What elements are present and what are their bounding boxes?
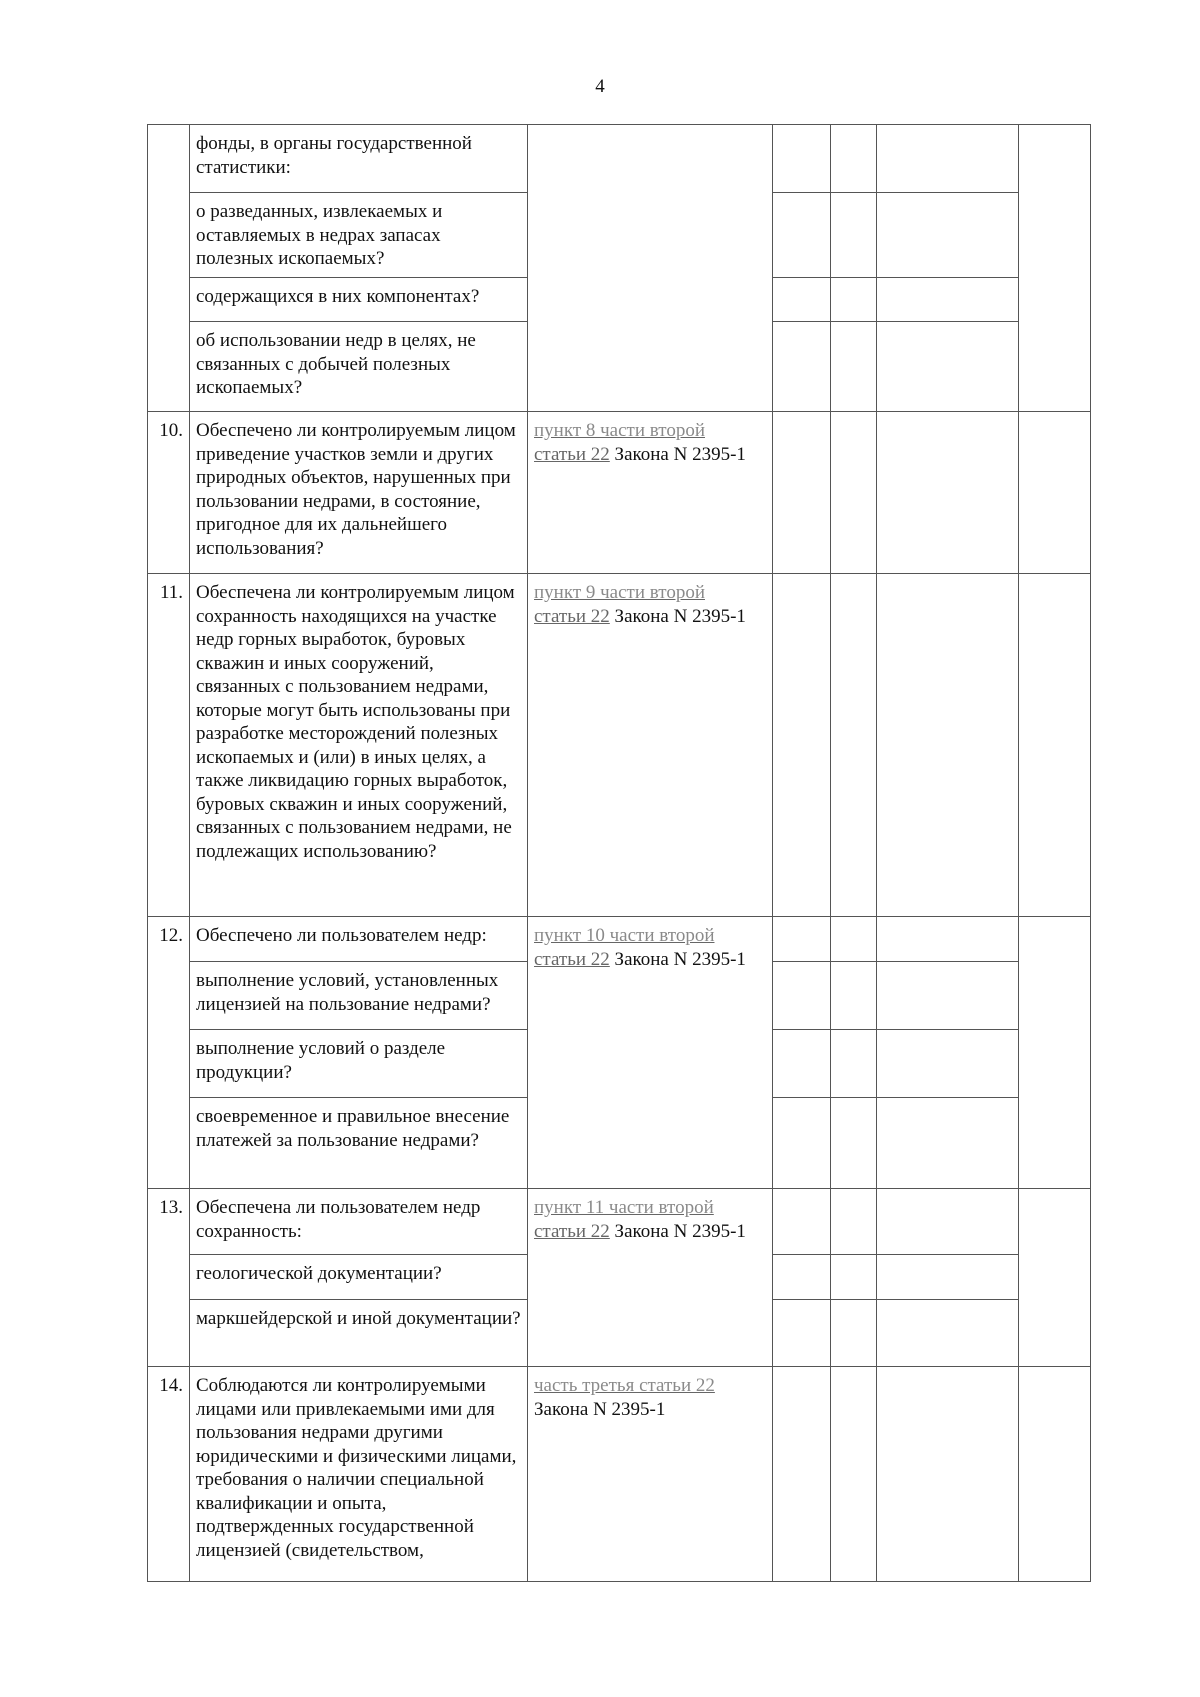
- answer-na-cell[interactable]: [877, 962, 1019, 1030]
- answer-yes-cell[interactable]: [773, 412, 831, 574]
- answer-na-cell[interactable]: [877, 917, 1019, 962]
- answer-na-cell[interactable]: [877, 322, 1019, 412]
- question-text: маркшейдерской и иной документации?: [190, 1300, 528, 1367]
- answer-na-cell[interactable]: [877, 193, 1019, 278]
- question-text: Соблюдаются ли контролируемыми лицами или привлекаемыми ими для пользования недрами другими юридическими и физическими лицами, требования о наличии специальной квалификации и опыта, подтвержденных государственной лицензией (свидетельством,: [190, 1367, 528, 1582]
- answer-na-cell[interactable]: [877, 412, 1019, 574]
- legal-reference: [528, 412, 773, 574]
- table-row: [148, 1367, 1091, 1582]
- answer-yes-cell[interactable]: [773, 1030, 831, 1098]
- answer-yes-cell[interactable]: [773, 1189, 831, 1255]
- answer-yes-cell[interactable]: [773, 917, 831, 962]
- question-text: выполнение условий о разделе продукции?: [190, 1030, 528, 1098]
- law-reference-link[interactable]: пункт 11 части второй: [534, 1197, 714, 1218]
- table-row: [148, 574, 1091, 917]
- question-text: своевременное и правильное внесение платежей за пользование недрами?: [190, 1098, 528, 1189]
- answer-no-cell[interactable]: [831, 1098, 877, 1189]
- question-text: Обеспечена ли пользователем недр сохранность:: [190, 1189, 528, 1255]
- note-cell[interactable]: [1019, 574, 1091, 917]
- row-number: 14.: [148, 1367, 190, 1582]
- answer-na-cell[interactable]: [877, 1300, 1019, 1367]
- answer-na-cell[interactable]: [877, 125, 1019, 193]
- answer-yes-cell[interactable]: [773, 1098, 831, 1189]
- question-text: выполнение условий, установленных лицензией на пользование недрами?: [190, 962, 528, 1030]
- question-text: содержащихся в них компонентах?: [190, 278, 528, 322]
- answer-yes-cell[interactable]: [773, 574, 831, 917]
- answer-no-cell[interactable]: [831, 1189, 877, 1255]
- row-number: 12.: [148, 917, 190, 1189]
- answer-no-cell[interactable]: [831, 1300, 877, 1367]
- answer-na-cell[interactable]: [877, 278, 1019, 322]
- law-reference-link[interactable]: статьи 22: [534, 605, 610, 627]
- law-reference-link[interactable]: статьи 22: [534, 1220, 610, 1242]
- note-cell[interactable]: [1019, 412, 1091, 574]
- answer-yes-cell[interactable]: [773, 1255, 831, 1300]
- row-number: 11.: [148, 574, 190, 917]
- answer-no-cell[interactable]: [831, 1255, 877, 1300]
- row-number: 10.: [148, 412, 190, 574]
- law-reference-link[interactable]: пункт 10 части второй: [534, 925, 715, 946]
- question-text: о разведанных, извлекаемых и оставляемых в недрах запасах полезных ископаемых?: [190, 193, 528, 278]
- answer-yes-cell[interactable]: [773, 1300, 831, 1367]
- answer-na-cell[interactable]: [877, 1367, 1019, 1582]
- row-number: [148, 125, 190, 412]
- answer-no-cell[interactable]: [831, 1030, 877, 1098]
- question-text: Обеспечено ли пользователем недр:: [190, 917, 528, 962]
- question-text: геологической документации?: [190, 1255, 528, 1300]
- law-reference-link[interactable]: пункт 8 части второй: [534, 420, 705, 441]
- law-reference-link[interactable]: статьи 22: [534, 948, 610, 970]
- answer-na-cell[interactable]: [877, 1255, 1019, 1300]
- note-cell[interactable]: [1019, 1367, 1091, 1582]
- table-row: [148, 917, 1091, 962]
- answer-yes-cell[interactable]: [773, 278, 831, 322]
- answer-yes-cell[interactable]: [773, 193, 831, 278]
- note-cell[interactable]: [1019, 1189, 1091, 1367]
- law-reference-link[interactable]: пункт 9 части второй: [534, 582, 705, 603]
- answer-yes-cell[interactable]: [773, 322, 831, 412]
- law-name: Закона N 2395-1: [534, 1398, 666, 1420]
- answer-no-cell[interactable]: [831, 917, 877, 962]
- answer-no-cell[interactable]: [831, 193, 877, 278]
- law-name: Закона N 2395-1: [609, 1220, 746, 1242]
- law-reference-link[interactable]: часть третья статьи 22: [534, 1375, 715, 1396]
- table-row: [148, 125, 1091, 193]
- answer-no-cell[interactable]: [831, 1367, 877, 1582]
- law-name: Закона N 2395-1: [609, 443, 746, 465]
- question-text: фонды, в органы государственной статистики:: [190, 125, 528, 193]
- checklist-table: [147, 124, 1091, 1582]
- question-text: Обеспечено ли контролируемым лицом приведение участков земли и других природных объектов, нарушенных при пользовании недрами, в состояние, пригодное для их дальнейшего использования?: [190, 412, 528, 574]
- note-cell[interactable]: [1019, 917, 1091, 1189]
- answer-no-cell[interactable]: [831, 125, 877, 193]
- answer-no-cell[interactable]: [831, 278, 877, 322]
- legal-reference: [528, 1189, 773, 1367]
- question-text: об использовании недр в целях, не связанных с добычей полезных ископаемых?: [190, 322, 528, 412]
- answer-na-cell[interactable]: [877, 1030, 1019, 1098]
- answer-na-cell[interactable]: [877, 1098, 1019, 1189]
- answer-yes-cell[interactable]: [773, 125, 831, 193]
- legal-reference: [528, 1367, 773, 1582]
- table-row: [148, 1189, 1091, 1255]
- page-number: 4: [595, 76, 605, 97]
- table-row: [148, 412, 1091, 574]
- legal-reference: [528, 574, 773, 917]
- row-number: 13.: [148, 1189, 190, 1367]
- answer-no-cell[interactable]: [831, 322, 877, 412]
- law-reference-link[interactable]: статьи 22: [534, 443, 610, 465]
- answer-yes-cell[interactable]: [773, 1367, 831, 1582]
- note-cell[interactable]: [1019, 125, 1091, 412]
- answer-no-cell[interactable]: [831, 574, 877, 917]
- answer-na-cell[interactable]: [877, 1189, 1019, 1255]
- answer-na-cell[interactable]: [877, 574, 1019, 917]
- answer-yes-cell[interactable]: [773, 962, 831, 1030]
- answer-no-cell[interactable]: [831, 962, 877, 1030]
- legal-reference: [528, 125, 773, 412]
- legal-reference: [528, 917, 773, 1189]
- question-text: Обеспечена ли контролируемым лицом сохранность находящихся на участке недр горных выработок, буровых скважин и иных сооружений, связанных с пользованием недрами, которые могут быть использованы при разработке месторождений полезных ископаемых и (или) в иных целях, а также ликвидацию горных выработок, буровых скважин и иных сооружений, связанных с пользованием недрами, не подлежащих использованию?: [190, 574, 528, 917]
- law-name: Закона N 2395-1: [609, 948, 746, 970]
- answer-no-cell[interactable]: [831, 412, 877, 574]
- law-name: Закона N 2395-1: [609, 605, 746, 627]
